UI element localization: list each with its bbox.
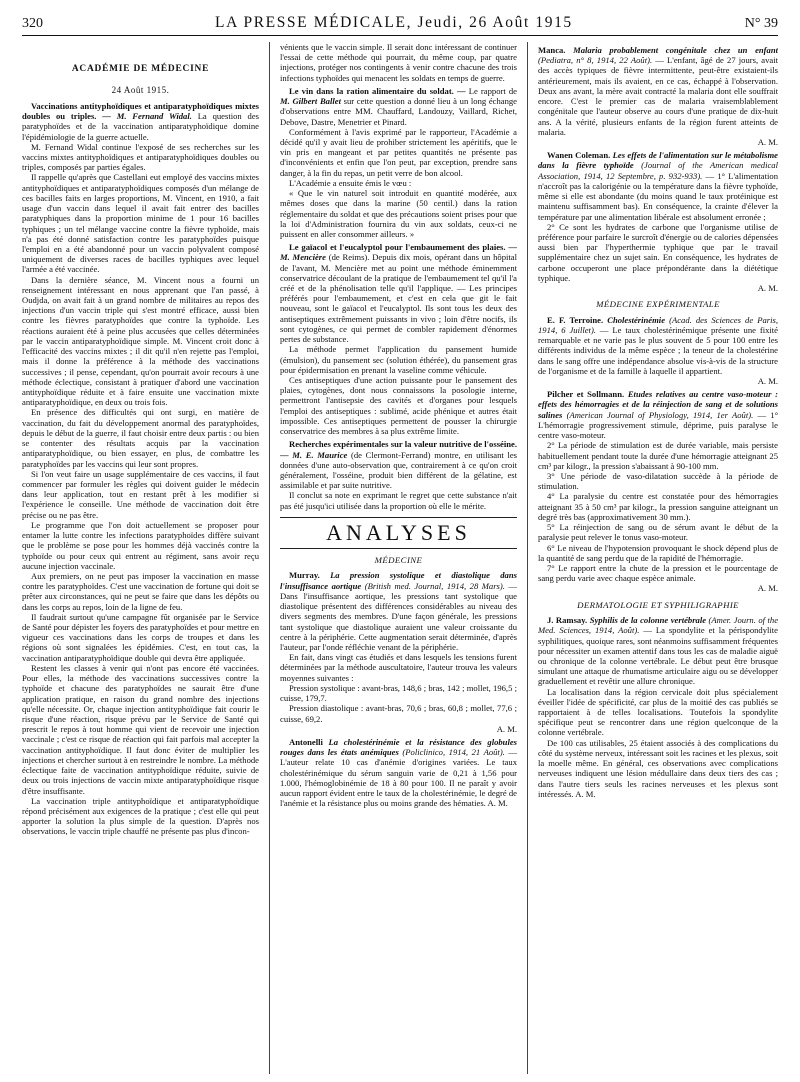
paragraph: La méthode permet l'application du pansement humide (émulsion), du pansement sec (solution éthérée), du pansement gras pour épidermisation en prenant la vaseline comme véhicule.: [280, 344, 517, 375]
paragraph: Dans la dernière séance, M. Vincent nous a fourni un renseignement intéressant en nous apprenant que l'an passé, à Oudjda, on avait fait à un grand nombre de militaires au repos des injections d'un vaccin triple qui s'est montré efficace, aussi bien contre les fièvres paratyphoïdes que contre la typhoïde. Les réactions auraient été à peine plus accusées que celles déterminées par le vaccin antiparatyphoïdique simple. M. Vincent croit donc à l'efficacité des vaccins mixtes ; il dit qu'il n'en rejette pas l'emploi, mais il donne la préférence à la méthode des vaccinations successives ; il pense, cependant, qu'on pourrait avoir recours à une méthode éclectique, consistant à pratiquer d'abord une vaccination antityphoïdique réduite et à faire ensuite une vaccination mixte antiparatyphoïdique, en deux ou trois fois.: [22, 274, 259, 408]
signature: A. M.: [757, 376, 778, 387]
review-reference: (Journal of the American medical Association, 1914, 12 Septembre, p. 932-933).: [538, 160, 778, 181]
paragraph: Si l'on veut faire un usage supplémentaire de ces vaccins, il faut commencer par formuler les règles qui doivent guider le médecin dans leur application, tout en restant prêt à les modifier si l'expérience le conseille. Une méthode de vaccination doit être précise ou ne pas être.: [22, 468, 259, 520]
review-text: — Le taux cholestérinémique présente une fixité remarquable et ne varie pas le plus souvent de 5 pour 100 entre les différents individus de la même espèce ; la teneur de la cholestérine dans le sang offre une indépendance absolue vis-à-vis de la structure de l'organisme et de la famille à laquelle il appartient.: [538, 324, 778, 376]
publication-title: LA PRESSE MÉDICALE, Jeudi, 26 Août 1915: [215, 14, 573, 31]
review-title: Syphilis de la colonne vertébrale: [589, 615, 707, 626]
list-item: 2° La période de stimulation est de durée variable, mais persiste habituellement pendant toute la durée d'une hémorragie atteignant 25 cm³ par kilogr., la pression s'abaissant à 90-100 mm.: [538, 440, 778, 471]
paragraph: [538, 738, 778, 799]
article-text: Depuis dix mois, opérant dans un hôpital de l'avant, M. Mencière met au point une méthode éminemment conservatrice découlant de la pratique de l'embaumement tel qu'il l'a créé et de la phénolisation telle qu'il l'applique. — Les principes préférés pour l'embaumement, et c'est en cela que git le fait nouveau, sont le gaïacol et l'eucalyptol. Ils sont tous les deux des antiseptiques extrêmement puissants in vivo ; loin d'être nocifs, ils sont cytogènes, ce qui permet de combler rapidement d'énormes pertes de substance.: [280, 252, 517, 345]
article-title: Le vin dans la ration alimentaire du soldat. —: [289, 85, 466, 96]
review-manca: [538, 45, 778, 137]
signature: A. M.: [757, 583, 778, 594]
article-text: La question des paratyphoïdes et de la vaccination antiparatyphoïdique domine l'épidémiologie de la guerre actuelle.: [22, 111, 259, 142]
review-reference: (British med. Journal, 1914, 28 Mars).: [364, 580, 505, 591]
list-item: 5° La réinjection de sang ou de sérum avant le début de la paralysie peut relever le tonus vaso-moteur.: [538, 522, 778, 543]
review-reference: (Acad. des Sciences de Paris, 1914, 6 Juillet).: [538, 314, 778, 335]
subsection-heading: DERMATOLOGIE ET SYPHILIGRAPHIE: [577, 599, 739, 610]
paragraph: En fait, dans vingt cas étudiés et dans lesquels les tensions furent déterminées par la méthode auscultatoire, l'auteur trouva les valeurs moyennes suivantes :: [280, 652, 517, 683]
paragraph: Aux premiers, on ne peut pas imposer la vaccination en masse contre les paratyphoïdes. C'est une vaccination de fortune qui doit se prêter aux circonstances, qui ne peut se faire que dans les dépôts ou dans les corps au repos, loin de la ligne de feu.: [22, 570, 259, 612]
paragraph: En présence des difficultés qui ont surgi, en matière de vaccination, du fait du développement anormal des paratyphoïdes, depuis le début de la guerre, il faut choisir entre deux partis : ou bien se contenter des résultats acquis par la vaccination antiparatyphoïdique, ou bien essayer, en plus, de combattre les paratyphoïdes par les vaccins qui leur sont propres.: [22, 407, 259, 469]
paragraph: La vaccination triple antityphoïdique et antiparatyphoïdique répond précisément aux exigences de la pratique ; c'est elle qui peut apporter la solution la plus simple de la question. D'après nos observations, le vaccin triple chauffé ne présente pas plus d'incon-: [22, 795, 259, 837]
article-author: M. Fernand Widal.: [116, 111, 192, 122]
paragraph-text: De 100 cas utilisables, 25 étaient associés à des complications du côté du système nerveux, intéressant soit les racines et les plexus, soit la moelle même. En général, ces observations avec complications nerveuses indiquent une lésion médullaire dans deux tiers des cas ; dans l'autre tiers seuls les racines nerveuses et les plexus sont intéressés.: [538, 737, 778, 799]
section-date: 24 Août 1915.: [111, 85, 170, 96]
article-title: Le gaïacol et l'eucalyptol pour l'embaumement des plaies. —: [289, 242, 517, 253]
review-title: La cholestérinémie et la résistance des globules rouges dans les états anémiques: [280, 736, 517, 758]
signature: A. M.: [487, 798, 508, 809]
paragraph: Il conclut sa note en exprimant le regret que cette substance n'ait pas été jusqu'ici utilisée dans la proportion où elle le mérite.: [280, 490, 517, 511]
review-author: Antonelli: [289, 736, 323, 747]
page-number: 320: [22, 16, 43, 31]
review-terroine: [538, 315, 778, 376]
list-item: 6° Le niveau de l'hypotension provoquant le shock dépend plus de la quantité de sang perdu que de la rapidité de l'hémorragie.: [538, 542, 778, 563]
list-item: 4° La paralysie du centre est constatée pour des hémorragies atteignant 35 à 50 cm³ par kilogr., la pression sanguine atteignant un degré très bas (approximativement 30 mm.).: [538, 491, 778, 522]
review-reference: (Policlinico, 1914, 21 Août).: [402, 747, 505, 758]
signature: A. M.: [757, 136, 778, 147]
list-item: 7° Le rapport entre la chute de la pression et le pourcentage de sang perdu varie avec chaque espèce animale.: [538, 562, 778, 584]
article-text: sur cette question a donné lieu à un long échange d'observations entre MM. Chauffard, Landouzy, Vaillard, Richet, Debove, Dastre, Menetrier et Pinard.: [280, 96, 517, 127]
article-title: Recherches expérimentales sur la valeur nutritive de l'osséine. —: [280, 439, 517, 460]
paragraph: L'Académie a ensuite émis le vœu :: [289, 177, 412, 188]
review-text: — La spondylite et la périspondylite syphilitiques, quoique rares, sont néanmoins suffisamment fréquentes pour nécessiter un examen attentif dans tous les cas de maladie aiguë ou chronique de la colonne vertébrale. Le début peut être brusque simulant une attaque de rhumatisme articulaire aigu ou se développer graduellement et revêtir une allure chronique.: [538, 625, 778, 687]
article-author: M. E. Maurice: [292, 449, 348, 460]
analyses-heading: ANALYSES: [280, 517, 517, 549]
review-title: Cholestérinémie: [607, 314, 666, 325]
review-reference: (American Journal of Physiology, 1914, 1er Août).: [566, 409, 754, 420]
article-place: (de Reims).: [328, 252, 370, 263]
column-rule-2: [527, 42, 528, 1074]
pressure-diastolic: Pression diastolique : avant-bras, 70,6 ; bras, 60,8 ; mollet, 77,6 ; cuisse, 69,2.: [280, 703, 517, 724]
review-title: Malaria probablement congénitale chez un enfant: [573, 45, 778, 55]
review-title: La pression systolique et diastolique dans l'insuffisance aortique: [280, 570, 517, 591]
review-text: — L'enfant, âgé de 27 jours, avait des accès typiques de fièvre intermittente, peut-être existaient-ils antérieurement, mais ils avaient, en ce cas, échappé à l'observation. Deux ans avant, la mère avait contracté la malaria dont elle souffrait encore. C'est le premier cas de malaria vraisemblablement congénitale que l'auteur observe au cours d'une pratique de dix-huit ans. A la vérité, plusieurs enfants de la région furent atteints de malaria.: [538, 55, 778, 137]
paragraph: Ces antiseptiques d'une action puissante pour le pansement des plaies, cytogènes, dont nous connaissons la posologie interne, permettront l'antisepsie des cavités et d'organes pour lesquels l'emploi des antiseptiques : sublimé, acide phénique et autres était impossible. Ces antiseptiques permettent de pousser la chirurgie conservatrice des membres à sa plus extrême limite.: [280, 375, 517, 437]
column-1: [22, 42, 259, 1074]
signature: A. M.: [757, 283, 778, 294]
paragraph: La localisation dans la région cervicale doit plus spécialement éveiller l'idée de spécificité, car plus de la moitié des cas publiés se rapportaient à de telles localisations. Toutefois la spondylite spécifique peut se rencontrer dans une région quelconque de la colonne vertébrale.: [538, 686, 778, 738]
article-intro: Le rapport de: [468, 85, 517, 96]
page-header: [22, 6, 778, 36]
column-rule-1: [269, 42, 270, 1074]
article-gaiacol: [280, 242, 517, 344]
column-3: [538, 42, 778, 1074]
review-author: E. F. Terroine.: [547, 314, 604, 325]
review-title: Les effets de l'alimentation sur le métabolisme dans la fièvre typhoïde: [538, 150, 778, 171]
review-coleman: [538, 150, 778, 222]
article-author: M. Gilbert Ballet: [280, 96, 341, 107]
review-author: Pilcher et Sollmann.: [547, 389, 625, 400]
review-author: J. Ramsay.: [547, 615, 588, 626]
paragraph: Il rappelle qu'après que Castellani eut employé des vaccins mixtes antityphoïdiques et antiparatyphoïdiques composés d'un mélange de ces bacilles faits en larges proportions, M. Vincent, en 1910, a fait usage d'un vaccin dans lequel il avait fait entrer des bacilles paratyphiques dans la proportion minime de 1 pour 16 bacilles typhiques ; un tel mélange vaccine contre la fièvre typhoïde, mais n'a pas été donné satisfaction contre les paratyphoïdes puisque l'emploi en a été abandonné pour un vaccin polyvalent composé uniquement de diverses races de bacilles typhiques avec lequel l'armée a été vaccinée.: [22, 172, 259, 275]
review-antonelli: [280, 737, 517, 809]
signature: A. M.: [496, 723, 517, 734]
section-heading: ACADÉMIE DE MÉDECINE: [71, 64, 210, 74]
column-2: [280, 42, 517, 1074]
issue-number: N° 39: [744, 16, 778, 31]
paragraph: « Que le vin naturel soit introduit en quantité modérée, aux mêmes doses que dans la marine (50 centil.) dans la ration réglementaire du soldat et que des précautions soient prises pour que la loi d'Administration fournira du vin aux soldats, ceux-ci ne puissent en aller consommer ailleurs. »: [280, 188, 517, 239]
article-osseine: [280, 439, 517, 490]
article-vin: [280, 86, 517, 127]
list-item: 3° Une période de vaso-dilatation succède à la période de stimulation.: [538, 470, 778, 492]
paragraph: Le programme que l'on doit actuellement se proposer pour entamer la lutte contre les infections paratyphoïdes diffère suivant que le problème se pose pour les hommes déjà vaccinés contre la typhoïde ou pour ceux qui entrent au régiment, sans avoir reçu aucune injection vaccinale.: [22, 519, 259, 571]
review-text: — 1° L'alimentation n'accroît pas la calorigénie ou la température dans la fièvre typhoïde, même si elle est abondante (du moins quand le taux protéinique est maintenu suffisamment bas). En conséquence, la crainte d'élever la température par une alimentation libérale est absolument erronée ;: [538, 170, 778, 222]
paragraph: Conformément à l'avis exprimé par le rapporteur, l'Académie a décidé qu'il y avait lieu de prohiber strictement les apéritifs, que le vin pris en mangeant et par petites quantités ne présente pas d'inconvénients et enfin que l'on peut, par exception, prendre sans danger, à la fin du repas, un petit verre de bon alcool.: [280, 126, 517, 178]
review-title: Etudes relatives au centre vaso-moteur : effets des hémorragies et de la réinjection de sang et de solutions salines: [538, 389, 778, 420]
article-text: (de Clermont-Ferrand) montre, en utilisant les données d'une auto-observation que, contrairement à ce qu'on croit généralement, l'osséine, produit bien différent de la gélatine, est assimilable et par suite nutritive.: [280, 449, 517, 491]
subsection-heading: MÉDECINE EXPÉRIMENTALE: [596, 299, 720, 310]
review-author: Manca.: [538, 45, 566, 55]
paragraph: Il faudrait surtout qu'une campagne fût organisée par le Service de Santé pour dépister les foyers des paratyphoïdes et pour mettre en vigueur ces vaccinations dans les corps de troupes et dans les régions où sont signalées les épidémies. C'est, en tout cas, la vaccination antiparatyphoïdique double qui devra être appliquée.: [22, 611, 259, 663]
review-text: — L'auteur relate 10 cas d'anémie d'origines variées. Le taux cholestérinémique du sérum sanguin varie de 0,21 à 1,56 pour 1.000, l'hémoglobinémie de 18 à 80 pour 100. Il ne paraît y avoir aucun rapport évident entre le taux de la cholestérinémie, le degré de l'anémie et la résistance plus ou moins grande des hématies.: [280, 747, 517, 809]
review-author: Murray.: [289, 570, 320, 581]
review-text: — 1° L'hémorragie progressivement stimule, déprime, puis paralyse le centre vaso-moteur.: [538, 409, 778, 441]
review-text: — Dans l'insuffisance aortique, les pressions tant systolique que diastolique présentent des différences considérables au niveau des divers segments des membres. D'une façon générale, les pressions tant systolique que diastolique auraient une valeur croissante du centre à la périphérie. Cette augmentation serait déterminée, d'après l'auteur, par l'onde réfléchie venant de la périphérie.: [280, 580, 517, 652]
review-pilcher: [538, 389, 778, 440]
paragraph: M. Fernand Widal continue l'exposé de ses recherches sur les vaccins mixtes antityphoïdiques et antiparatyphoïdiques doubles ou triples, composés par parties égales.: [22, 141, 259, 173]
review-author: Wanen Coleman.: [547, 150, 611, 161]
review-reference: (Pediatra, n° 8, 1914, 22 Août).: [538, 55, 653, 66]
review-murray: [280, 570, 517, 652]
paragraph: vénients que le vaccin simple. Il serait donc intéressant de continuer l'essai de cette méthode qui pourrait, du même coup, par quatre injections, protéger nos contingents à venir contre chacune des trois infections typhoïdes qui menacent les soldats en temps de guerre.: [280, 42, 517, 83]
article-title: Vaccinations antityphoïdiques et antiparatyphoïdiques mixtes doubles ou triples. —: [22, 100, 259, 122]
pressure-systolic: Pression systolique : avant-bras, 148,6 ; bras, 142 ; mollet, 196,5 ; cuisse, 179,7.: [280, 682, 517, 704]
paragraph: Restent les classes à venir qui n'ont pas encore été vaccinées. Pour elles, la méthode des vaccinations successives contre la typhoïde et chacune des paratyphoïdes ne saurait être d'une application pratique, en raison du grand nombre des injections qu'elle nécessite. Or, chaque injection antityphoïdique fait courir le risque d'une réaction, risque prévu par le Service de Santé qui prescrit le repos à tout homme qui vient de recevoir une injection vaccinale ; c'est ce risque de réaction qui fait parfois mal accepter la vaccination antityphoïdique. Il faut donc éviter de multiplier les injections et chercher surtout à en restreindre le nombre. La méthode éclectique faite de vaccination antityphoïdique réduite, suivie de deux ou trois injections de vaccin mixte antiparatyphoïdique risque d'être insuffisante.: [22, 662, 259, 796]
review-reference: (Amer. Journ. of the Med. Sciences, 1914, Août).: [538, 615, 778, 636]
subsection-heading: MÉDECINE: [374, 555, 423, 566]
article-vaccinations: [22, 101, 259, 142]
paragraph: 2° Ce sont les hydrates de carbone que l'organisme utilise de préférence pour parfaire le surcroît d'énergie ou de calories dépensées aussi bien par l'hyperthermie typhique que par le travail supplémentaire chez un sujet sain. En conséquence, les hydrates de carbone occuperont une place prépondérante dans la diététique typhique.: [538, 221, 778, 283]
signature: A. M.: [575, 788, 596, 799]
review-ramsay: [538, 615, 778, 687]
article-author: M. Mencière: [280, 252, 326, 263]
